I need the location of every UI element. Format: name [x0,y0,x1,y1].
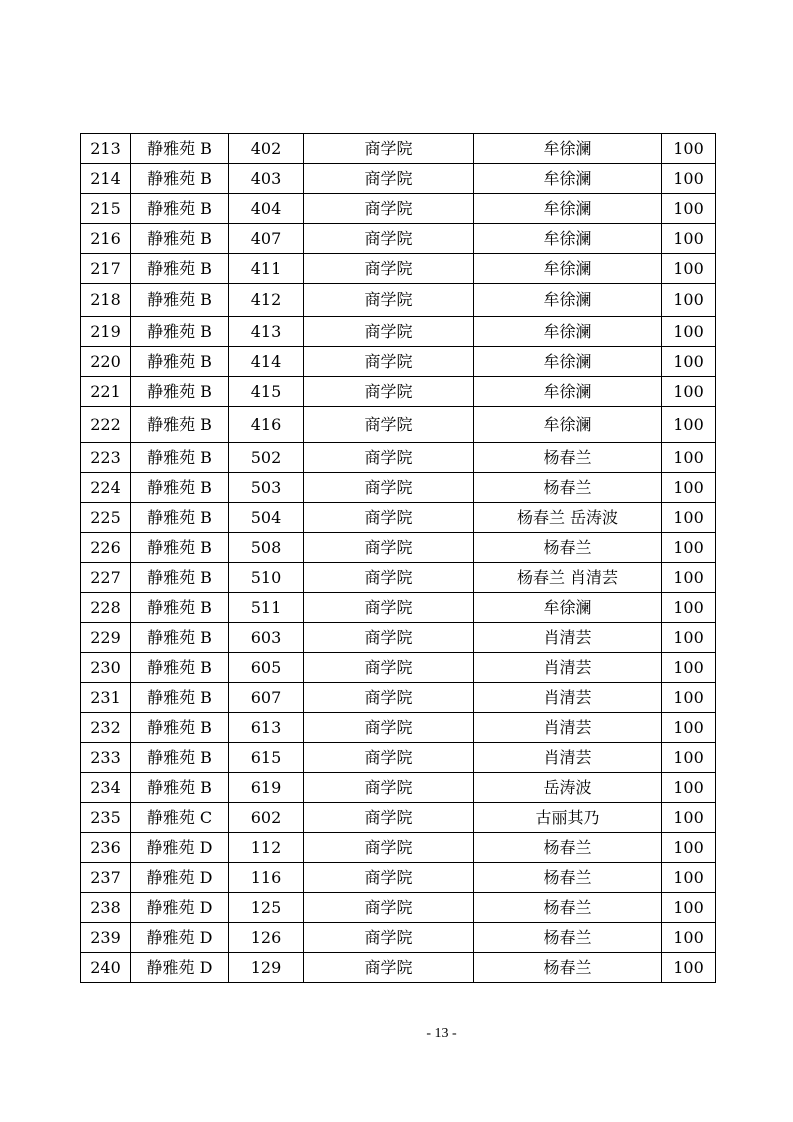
table-row [81,773,716,803]
row-number-cell: 213 [81,134,131,164]
score-cell: 100 [662,473,716,503]
room-number-cell: 413 [229,317,304,347]
table-row [81,194,716,224]
row-number-cell: 218 [81,284,131,317]
college-cell: 商学院 [304,347,474,377]
row-number-cell: 230 [81,653,131,683]
row-number-cell: 231 [81,683,131,713]
row-number-cell: 216 [81,224,131,254]
score-cell: 100 [662,593,716,623]
building-cell: 静雅苑 D [131,923,229,953]
building-cell: 静雅苑 B [131,653,229,683]
score-cell: 100 [662,407,716,443]
contact-person-cell: 牟徐澜 [474,224,662,254]
college-cell: 商学院 [304,743,474,773]
contact-person-cell: 杨春兰 [474,533,662,563]
college-cell: 商学院 [304,503,474,533]
row-number-cell: 240 [81,953,131,983]
contact-person-cell: 杨春兰 [474,863,662,893]
college-cell: 商学院 [304,863,474,893]
row-number-cell: 228 [81,593,131,623]
room-number-cell: 411 [229,254,304,284]
score-cell: 100 [662,563,716,593]
college-cell: 商学院 [304,254,474,284]
row-number-cell: 217 [81,254,131,284]
room-number-cell: 402 [229,134,304,164]
college-cell: 商学院 [304,563,474,593]
college-cell: 商学院 [304,713,474,743]
table-row [81,593,716,623]
score-cell: 100 [662,953,716,983]
row-number-cell: 239 [81,923,131,953]
table-row [81,683,716,713]
room-number-cell: 619 [229,773,304,803]
table-row [81,623,716,653]
room-number-cell: 404 [229,194,304,224]
contact-person-cell: 牟徐澜 [474,134,662,164]
room-number-cell: 414 [229,347,304,377]
table-row [81,713,716,743]
score-cell: 100 [662,863,716,893]
table-row [81,653,716,683]
row-number-cell: 232 [81,713,131,743]
row-number-cell: 238 [81,893,131,923]
row-number-cell: 223 [81,443,131,473]
table-body [81,134,716,983]
row-number-cell: 220 [81,347,131,377]
contact-person-cell: 牟徐澜 [474,593,662,623]
contact-person-cell: 杨春兰 [474,473,662,503]
contact-person-cell: 牟徐澜 [474,194,662,224]
table-row [81,347,716,377]
score-cell: 100 [662,377,716,407]
contact-person-cell: 牟徐澜 [474,407,662,443]
row-number-cell: 226 [81,533,131,563]
contact-person-cell: 杨春兰 岳涛波 [474,503,662,533]
building-cell: 静雅苑 B [131,347,229,377]
score-cell: 100 [662,254,716,284]
row-number-cell: 214 [81,164,131,194]
row-number-cell: 233 [81,743,131,773]
college-cell: 商学院 [304,224,474,254]
room-number-cell: 510 [229,563,304,593]
room-number-cell: 126 [229,923,304,953]
room-number-cell: 412 [229,284,304,317]
score-cell: 100 [662,194,716,224]
table-row [81,893,716,923]
building-cell: 静雅苑 B [131,164,229,194]
row-number-cell: 234 [81,773,131,803]
room-number-cell: 112 [229,833,304,863]
college-cell: 商学院 [304,164,474,194]
building-cell: 静雅苑 B [131,593,229,623]
contact-person-cell: 杨春兰 [474,443,662,473]
room-number-cell: 129 [229,953,304,983]
college-cell: 商学院 [304,893,474,923]
table-row [81,953,716,983]
score-cell: 100 [662,893,716,923]
row-number-cell: 229 [81,623,131,653]
table-row [81,377,716,407]
score-cell: 100 [662,923,716,953]
contact-person-cell: 牟徐澜 [474,254,662,284]
row-number-cell: 225 [81,503,131,533]
building-cell: 静雅苑 D [131,863,229,893]
room-number-cell: 125 [229,893,304,923]
contact-person-cell: 杨春兰 [474,893,662,923]
contact-person-cell: 牟徐澜 [474,317,662,347]
college-cell: 商学院 [304,803,474,833]
building-cell: 静雅苑 B [131,743,229,773]
building-cell: 静雅苑 B [131,623,229,653]
college-cell: 商学院 [304,377,474,407]
building-cell: 静雅苑 B [131,224,229,254]
room-number-cell: 508 [229,533,304,563]
contact-person-cell: 肖清芸 [474,713,662,743]
table-row [81,563,716,593]
building-cell: 静雅苑 D [131,953,229,983]
building-cell: 静雅苑 B [131,407,229,443]
college-cell: 商学院 [304,533,474,563]
room-number-cell: 503 [229,473,304,503]
score-cell: 100 [662,347,716,377]
room-number-cell: 615 [229,743,304,773]
college-cell: 商学院 [304,407,474,443]
building-cell: 静雅苑 B [131,317,229,347]
room-number-cell: 416 [229,407,304,443]
table-row [81,284,716,317]
score-cell: 100 [662,713,716,743]
building-cell: 静雅苑 D [131,893,229,923]
college-cell: 商学院 [304,473,474,503]
building-cell: 静雅苑 B [131,503,229,533]
score-cell: 100 [662,134,716,164]
contact-person-cell: 肖清芸 [474,743,662,773]
building-cell: 静雅苑 B [131,473,229,503]
college-cell: 商学院 [304,443,474,473]
page-number-text: - 13 - [426,1026,457,1041]
score-cell: 100 [662,503,716,533]
table-row [81,134,716,164]
contact-person-cell: 牟徐澜 [474,347,662,377]
college-cell: 商学院 [304,134,474,164]
table-row [81,224,716,254]
room-number-cell: 502 [229,443,304,473]
score-cell: 100 [662,773,716,803]
row-number-cell: 221 [81,377,131,407]
building-cell: 静雅苑 B [131,773,229,803]
room-number-cell: 116 [229,863,304,893]
building-cell: 静雅苑 B [131,377,229,407]
room-number-cell: 613 [229,713,304,743]
row-number-cell: 215 [81,194,131,224]
table-row [81,407,716,443]
room-number-cell: 504 [229,503,304,533]
table-row [81,443,716,473]
building-cell: 静雅苑 B [131,254,229,284]
building-cell: 静雅苑 B [131,443,229,473]
room-number-cell: 602 [229,803,304,833]
score-cell: 100 [662,317,716,347]
room-number-cell: 603 [229,623,304,653]
building-cell: 静雅苑 B [131,563,229,593]
table-row [81,473,716,503]
score-cell: 100 [662,653,716,683]
table-row [81,833,716,863]
contact-person-cell: 杨春兰 [474,953,662,983]
score-cell: 100 [662,164,716,194]
college-cell: 商学院 [304,833,474,863]
score-cell: 100 [662,833,716,863]
building-cell: 静雅苑 C [131,803,229,833]
table-row [81,254,716,284]
college-cell: 商学院 [304,653,474,683]
college-cell: 商学院 [304,593,474,623]
college-cell: 商学院 [304,623,474,653]
row-number-cell: 224 [81,473,131,503]
college-cell: 商学院 [304,923,474,953]
building-cell: 静雅苑 B [131,533,229,563]
row-number-cell: 237 [81,863,131,893]
score-cell: 100 [662,743,716,773]
contact-person-cell: 杨春兰 [474,833,662,863]
room-number-cell: 403 [229,164,304,194]
college-cell: 商学院 [304,284,474,317]
table-row [81,803,716,833]
contact-person-cell: 古丽其乃 [474,803,662,833]
college-cell: 商学院 [304,683,474,713]
building-cell: 静雅苑 B [131,134,229,164]
contact-person-cell: 杨春兰 肖清芸 [474,563,662,593]
college-cell: 商学院 [304,317,474,347]
row-number-cell: 219 [81,317,131,347]
score-cell: 100 [662,683,716,713]
row-number-cell: 236 [81,833,131,863]
score-cell: 100 [662,533,716,563]
room-number-cell: 407 [229,224,304,254]
building-cell: 静雅苑 B [131,683,229,713]
table-row [81,923,716,953]
contact-person-cell: 杨春兰 [474,923,662,953]
building-cell: 静雅苑 B [131,713,229,743]
room-number-cell: 511 [229,593,304,623]
college-cell: 商学院 [304,194,474,224]
row-number-cell: 235 [81,803,131,833]
row-number-cell: 227 [81,563,131,593]
contact-person-cell: 肖清芸 [474,683,662,713]
building-cell: 静雅苑 B [131,284,229,317]
room-number-cell: 607 [229,683,304,713]
contact-person-cell: 岳涛波 [474,773,662,803]
contact-person-cell: 肖清芸 [474,623,662,653]
college-cell: 商学院 [304,953,474,983]
table-row [81,503,716,533]
table-row [81,533,716,563]
score-cell: 100 [662,284,716,317]
building-cell: 静雅苑 D [131,833,229,863]
dormitory-score-table [80,133,716,983]
table-row [81,164,716,194]
building-cell: 静雅苑 B [131,194,229,224]
table-row [81,743,716,773]
score-cell: 100 [662,443,716,473]
contact-person-cell: 牟徐澜 [474,284,662,317]
college-cell: 商学院 [304,773,474,803]
score-cell: 100 [662,803,716,833]
contact-person-cell: 牟徐澜 [474,377,662,407]
contact-person-cell: 牟徐澜 [474,164,662,194]
row-number-cell: 222 [81,407,131,443]
score-cell: 100 [662,224,716,254]
room-number-cell: 605 [229,653,304,683]
table-row [81,317,716,347]
score-cell: 100 [662,623,716,653]
page-number [0,1026,793,1042]
room-number-cell: 415 [229,377,304,407]
contact-person-cell: 肖清芸 [474,653,662,683]
table-row [81,863,716,893]
